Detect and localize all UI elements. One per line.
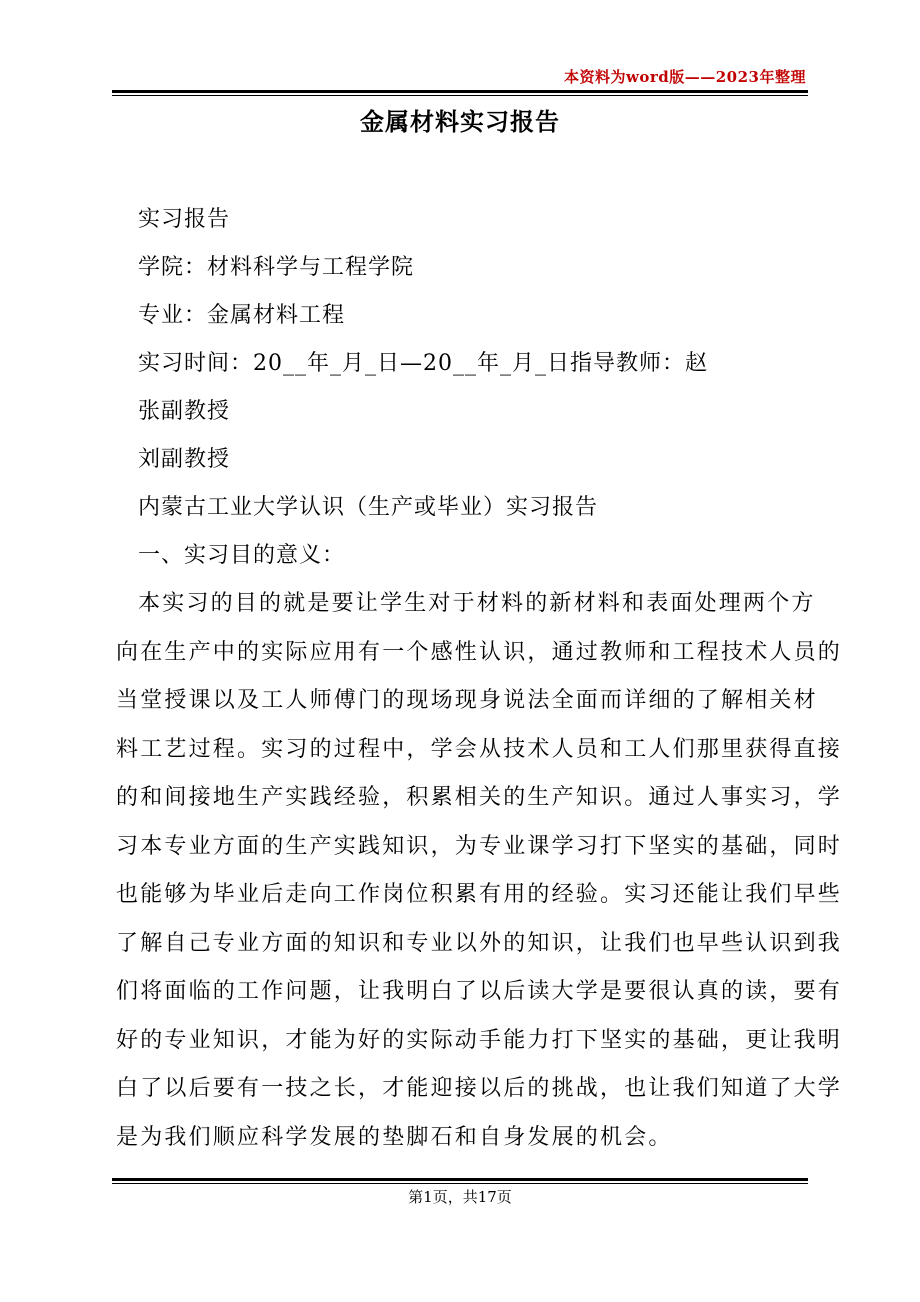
purpose-paragraph xyxy=(116,580,843,1162)
body-line-major: 专业：金属材料工程 xyxy=(138,303,346,328)
header-rule-thick xyxy=(112,90,808,93)
paragraph-line: 料工艺过程。实习的过程中，学会从技术人员和工人们那里获得直接 xyxy=(116,736,843,762)
body-line-period-advisor: 实习时间：20__年_月_日—20__年_月_日指导教师：赵 xyxy=(138,351,708,376)
paragraph-line: 也能够为毕业后走向工作岗位积累有用的经验。实习还能让我们早些 xyxy=(116,882,843,907)
body-line-report-heading: 实习报告 xyxy=(138,207,231,232)
body-line-advisor-2: 刘副教授 xyxy=(138,447,231,472)
paragraph-line: 本实习的目的就是要让学生对于材料的新材料和表面处理两个方 xyxy=(138,591,816,616)
body-line-college: 学院：材料科学与工程学院 xyxy=(138,255,415,280)
paragraph-line: 们将面临的工作问题，让我明白了以后读大学是要很认真的读，要有 xyxy=(116,979,843,1004)
paragraph-line: 的和间接地生产实践经验，积累相关的生产知识。通过人事实习，学 xyxy=(116,785,843,810)
body-line-advisor-1: 张副教授 xyxy=(138,399,231,424)
section-heading-purpose: 一、实习目的意义： xyxy=(138,543,346,568)
paragraph-line: 当堂授课以及工人师傅门的现场现身说法全面而详细的了解相关材 xyxy=(116,688,818,713)
body-line-university-report: 内蒙古工业大学认识（生产或毕业）实习报告 xyxy=(138,495,599,520)
paragraph-line: 向在生产中的实际应用有一个感性认识，通过教师和工程技术人员的 xyxy=(116,639,843,665)
paragraph-line: 白了以后要有一技之长，才能迎接以后的挑战，也让我们知道了大学 xyxy=(116,1076,843,1101)
paragraph-line: 习本专业方面的生产实践知识，为专业课学习打下坚实的基础，同时 xyxy=(116,833,843,859)
footer-rule-thin xyxy=(112,1183,808,1184)
paragraph-line: 了解自己专业方面的知识和专业以外的知识，让我们也早些认识到我 xyxy=(116,930,843,956)
document-title: 金属材料实习报告 xyxy=(360,107,560,136)
page-number: 第1页，共17页 xyxy=(408,1188,512,1206)
footer-rule-thick xyxy=(112,1178,808,1181)
paragraph-line: 是为我们顺应科学发展的垫脚石和自身发展的机会。 xyxy=(116,1124,673,1150)
header-rule-thin xyxy=(112,95,808,96)
header-note: 本资料为word版——2023年整理 xyxy=(563,68,806,86)
paragraph-line: 好的专业知识，才能为好的实际动手能力打下坚实的基础，更让我明 xyxy=(116,1027,843,1053)
